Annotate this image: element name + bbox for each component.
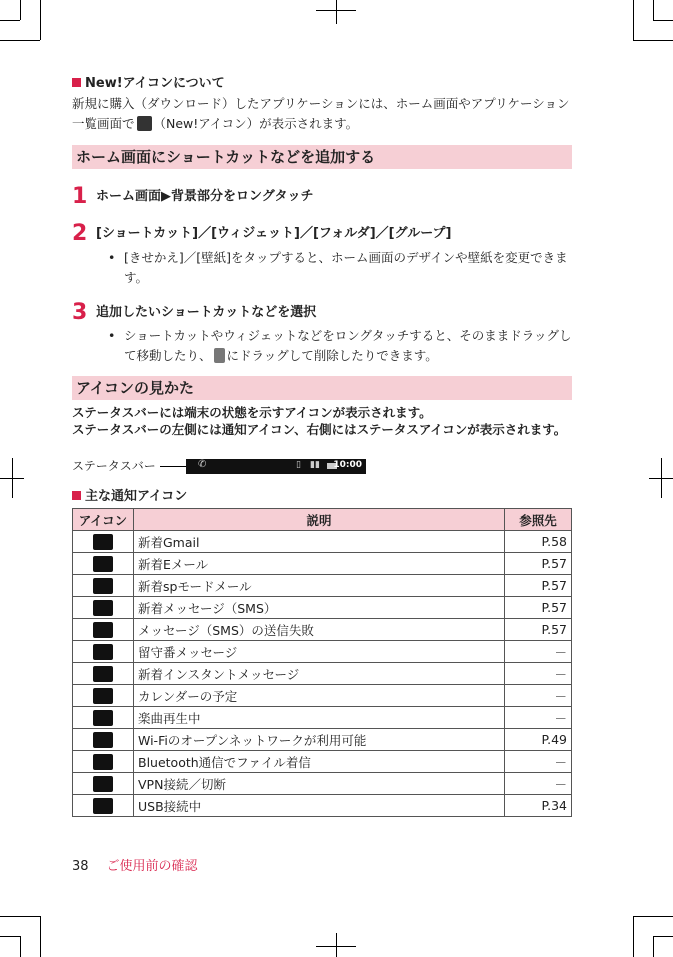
- crop-mark: [633, 916, 673, 917]
- row-reference: －: [505, 685, 572, 707]
- row-reference: P.57: [505, 597, 572, 619]
- missed-call-icon: ✆: [198, 459, 207, 470]
- header-reference: 参照先: [505, 509, 572, 531]
- row-reference: P.57: [505, 575, 572, 597]
- row-reference: －: [505, 707, 572, 729]
- crop-mark: [336, 933, 337, 957]
- row-reference: P.58: [505, 531, 572, 553]
- statusbar-leader-line: [160, 466, 186, 467]
- step-2: 2 [ショートカット]／[ウィジェット]／[フォルダ]／[グループ]: [72, 221, 452, 246]
- row-reference: －: [505, 773, 572, 795]
- table-row: [73, 597, 572, 619]
- step-3-note: • ショートカットやウィジェットなどをロングタッチすると、そのままドラッグして移動したり、 にドラッグして削除したりできます。: [108, 328, 572, 363]
- step-3: 3 追加したいショートカットなどを選択: [72, 300, 317, 325]
- vpn-icon: [93, 776, 113, 792]
- row-description: 留守番メッセージ: [134, 641, 505, 663]
- table-row: [73, 685, 572, 707]
- trash-icon: [214, 348, 225, 363]
- table-row: [73, 707, 572, 729]
- crop-mark: [633, 0, 634, 40]
- crop-mark: [653, 936, 654, 957]
- row-reference: P.57: [505, 553, 572, 575]
- crop-mark: [0, 40, 40, 41]
- row-reference: P.34: [505, 795, 572, 817]
- row-description: 新着Eメール: [134, 553, 505, 575]
- section-band-shortcut: ホーム画面にショートカットなどを追加する: [72, 145, 572, 169]
- step-2-note: • [きせかえ]／[壁紙]をタップすると、ホーム画面のデザインや壁紙を変更できます。: [108, 250, 568, 285]
- row-description: USB接続中: [134, 795, 505, 817]
- new-icon-paragraph: 新規に購入（ダウンロード）したアプリケーションには、ホーム画面やアプリケーション一覧画面で （New!アイコン）が表示されます。: [72, 96, 570, 131]
- page-number: 38: [72, 859, 89, 874]
- vibrate-icon: ▯: [296, 460, 301, 470]
- notification-icon-table: [72, 508, 572, 817]
- section-band-icons: アイコンの見かた: [72, 376, 572, 400]
- voicemail-icon: [93, 644, 113, 660]
- bluetooth-icon: [93, 754, 113, 770]
- crop-mark: [0, 936, 20, 937]
- status-paragraph: ステータスバーには端末の状態を示すアイコンが表示されます。 ステータスバーの左側には通知アイコン、右側にはステータスアイコンが表示されます。: [72, 405, 567, 437]
- sms-icon: [93, 600, 113, 616]
- crop-mark: [20, 936, 21, 957]
- crop-mark: [633, 916, 634, 957]
- row-description: カレンダーの予定: [134, 685, 505, 707]
- row-description: 楽曲再生中: [134, 707, 505, 729]
- new-icon-heading: New!アイコンについて: [72, 72, 225, 91]
- crop-mark: [0, 20, 20, 21]
- table-header-row: [73, 509, 572, 531]
- crop-mark: [653, 0, 654, 20]
- wifi-icon: [93, 732, 113, 748]
- row-description: 新着インスタントメッセージ: [134, 663, 505, 685]
- table-row: [73, 641, 572, 663]
- signal-icon: ▮▮: [310, 460, 320, 470]
- table-row: [73, 531, 572, 553]
- play-icon: [93, 710, 113, 726]
- row-description: VPN接続／切断: [134, 773, 505, 795]
- table-row: [73, 575, 572, 597]
- table-row: [73, 619, 572, 641]
- header-icon: アイコン: [73, 509, 134, 531]
- row-description: Wi-Fiのオープンネットワークが利用可能: [134, 729, 505, 751]
- footer-section: ご使用前の確認: [106, 859, 198, 874]
- row-description: メッセージ（SMS）の送信失敗: [134, 619, 505, 641]
- crop-mark: [20, 0, 21, 20]
- crop-mark: [12, 458, 13, 498]
- table-row: [73, 729, 572, 751]
- row-reference: －: [505, 751, 572, 773]
- table-row: [73, 663, 572, 685]
- new-badge-icon: [137, 116, 152, 131]
- page-footer: [72, 855, 198, 874]
- calendar-icon: [93, 688, 113, 704]
- crop-mark: [661, 458, 662, 498]
- crop-mark: [633, 40, 673, 41]
- row-reference: P.57: [505, 619, 572, 641]
- square-bullet-icon: [72, 78, 81, 87]
- row-reference: P.49: [505, 729, 572, 751]
- talk-icon: [93, 666, 113, 682]
- crop-mark: [40, 0, 41, 40]
- sp-mail-icon: [93, 578, 113, 594]
- notif-heading: 主な通知アイコン: [72, 485, 187, 504]
- crop-mark: [0, 916, 40, 917]
- statusbar-sample: [186, 459, 366, 474]
- table-row: [73, 795, 572, 817]
- table-row: [73, 751, 572, 773]
- row-description: 新着メッセージ（SMS）: [134, 597, 505, 619]
- crop-mark: [40, 916, 41, 957]
- clock-time: 10:00: [333, 460, 362, 470]
- crop-mark: [336, 0, 337, 24]
- square-bullet-icon: [72, 491, 81, 500]
- row-description: 新着Gmail: [134, 531, 505, 553]
- mail-icon: [93, 534, 113, 550]
- crop-mark: [653, 936, 673, 937]
- crop-mark: [653, 20, 673, 21]
- row-description: Bluetooth通信でファイル着信: [134, 751, 505, 773]
- table-row: [73, 773, 572, 795]
- email-icon: [93, 556, 113, 572]
- row-description: 新着spモードメール: [134, 575, 505, 597]
- row-reference: －: [505, 641, 572, 663]
- step-1: 1 ホーム画面▶背景部分をロングタッチ: [72, 184, 314, 209]
- row-reference: －: [505, 663, 572, 685]
- sms-failed-icon: [93, 622, 113, 638]
- statusbar-label: ステータスバー: [72, 459, 156, 473]
- header-description: 説明: [134, 509, 505, 531]
- table-row: [73, 553, 572, 575]
- usb-icon: [93, 798, 113, 814]
